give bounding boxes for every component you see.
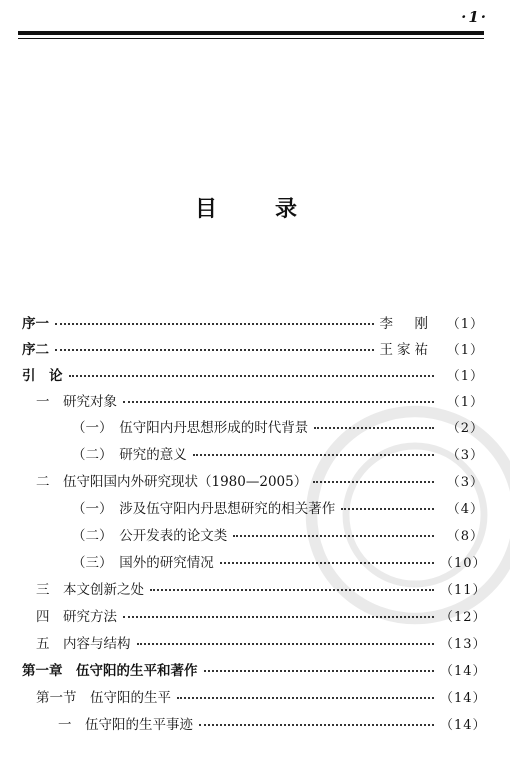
toc-entry-label: 二 伍守阳国内外研究现状（1980—2005） — [36, 474, 308, 490]
toc-dot-leader — [314, 426, 434, 429]
toc-entry-label: 序二 — [22, 342, 49, 358]
toc-entry-page: （2） — [446, 420, 484, 436]
toc-entry-page: （13） — [440, 636, 487, 652]
toc-entry-page: （10） — [440, 555, 487, 571]
toc-entry-page: （4） — [446, 501, 484, 517]
toc-entry — [22, 364, 484, 384]
toc-entry — [36, 470, 484, 490]
toc-entry-page: （8） — [446, 528, 484, 544]
toc-dot-leader — [55, 348, 374, 351]
toc-dot-leader — [177, 696, 434, 699]
toc-dot-leader — [220, 561, 434, 564]
toc-entry — [58, 713, 487, 733]
page-number: ·1· — [461, 8, 488, 26]
toc-entry — [72, 443, 484, 463]
toc-entry-page: （14） — [440, 690, 487, 706]
page-title: 目 录 — [194, 197, 315, 222]
toc-dot-leader — [69, 374, 435, 377]
toc-entry-page: （14） — [440, 663, 487, 679]
toc-dot-leader — [233, 534, 434, 537]
toc-dot-leader — [199, 723, 434, 726]
toc-entry-label: （一） 涉及伍守阳内丹思想研究的相关著作 — [72, 501, 336, 517]
toc-entry-page: （1） — [446, 342, 484, 358]
toc-entry-page: （12） — [440, 609, 487, 625]
toc-entry-page: （1） — [446, 368, 484, 384]
toc-entry-label: 五 内容与结构 — [36, 636, 131, 652]
toc-dot-leader — [193, 453, 434, 456]
toc-entry-page: （14） — [440, 717, 487, 733]
toc-entry-author: 王家祐 — [379, 342, 432, 358]
toc-entry-label: 序一 — [22, 316, 49, 332]
toc-dot-leader — [150, 588, 434, 591]
toc-entry-page: （3） — [446, 474, 484, 490]
toc-dot-leader — [123, 400, 434, 403]
toc-entry-label: （二） 研究的意义 — [72, 447, 187, 463]
toc-entry-page: （11） — [440, 582, 487, 598]
toc-entry — [72, 497, 484, 517]
toc-entry-page: （1） — [446, 394, 484, 410]
toc-entry — [36, 390, 484, 410]
toc-entry — [72, 551, 487, 571]
toc-entry-label: （二） 公开发表的论文类 — [72, 528, 228, 544]
toc-entry — [72, 416, 484, 436]
toc-entry-label: 第一章 伍守阳的生平和著作 — [22, 663, 198, 679]
toc-dot-leader — [204, 669, 435, 672]
toc-entry-label: 引 论 — [22, 368, 63, 384]
toc-entry — [22, 659, 487, 679]
toc-entry-label: 第一节 伍守阳的生平 — [36, 690, 171, 706]
toc-entry-label: 四 研究方法 — [36, 609, 117, 625]
toc-dot-leader — [55, 322, 374, 325]
toc-entry-page: （3） — [446, 447, 484, 463]
toc-entry-label: （三） 国外的研究情况 — [72, 555, 214, 571]
toc-dot-leader — [123, 615, 434, 618]
toc-entry — [22, 338, 484, 358]
toc-entry-label: （一） 伍守阳内丹思想形成的时代背景 — [72, 420, 309, 436]
toc-entry-label: 一 伍守阳的生平事迹 — [58, 717, 193, 733]
toc-entry-label: 一 研究对象 — [36, 394, 117, 410]
toc-entry-page: （1） — [446, 316, 484, 332]
toc-entry — [36, 578, 487, 598]
toc-entry — [22, 312, 484, 332]
toc-entry — [36, 632, 487, 652]
header-rule-thin — [18, 38, 484, 39]
toc-entry — [36, 686, 487, 706]
toc-entry-author: 李 刚 — [379, 316, 432, 332]
toc-dot-leader — [341, 507, 434, 510]
toc-dot-leader — [313, 480, 434, 483]
toc-dot-leader — [137, 642, 435, 645]
toc-entry — [72, 524, 484, 544]
toc-entry — [36, 605, 487, 625]
toc-entry-label: 三 本文创新之处 — [36, 582, 144, 598]
header-rule-thick — [18, 31, 484, 35]
